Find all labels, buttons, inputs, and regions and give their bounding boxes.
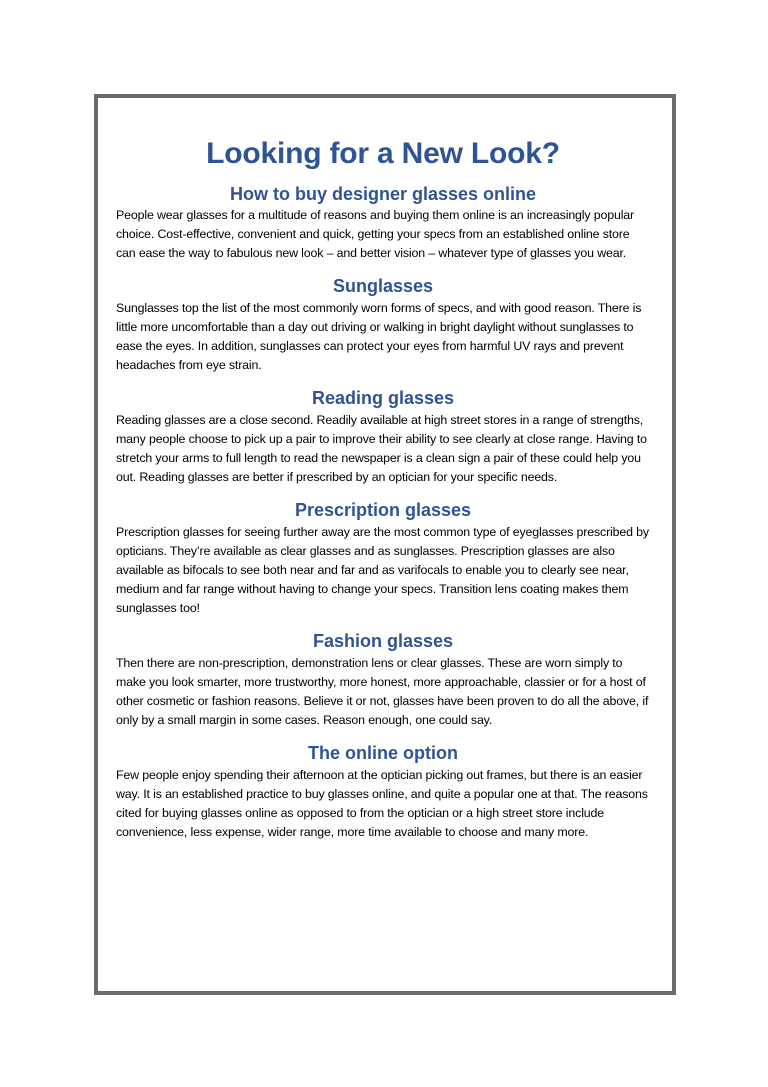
section-reading-glasses: [116, 386, 650, 487]
section-heading: The online option: [308, 743, 458, 763]
section-body: Sunglasses top the list of the most commonly worn forms of specs, and with good reason. There is little more uncomfortable than a day out driving or walking in bright daylight without sunglasses to ease the eyes. In addition, sunglasses can protect your eyes from harmful UV rays and prevent headaches from eye strain.: [116, 301, 642, 372]
section-heading: Sunglasses: [332, 276, 434, 296]
section-heading: Prescription glasses: [294, 500, 472, 520]
section-sunglasses: [116, 274, 650, 375]
section-prescription-glasses: [116, 498, 650, 618]
section-body: Reading glasses are a close second. Readily available at high street stores in a range of strengths, many people choose to pick up a pair to improve their ability to see clearly at close range. Having to stretch your arms to full length to read the newspaper is a clean sign a pair of these could help you out. Reading glasses are better if prescribed by an optician for your specific needs.: [116, 413, 647, 484]
section-fashion-glasses: [116, 629, 650, 730]
document-subtitle: How to buy designer glasses online: [229, 184, 537, 204]
document-content: [116, 134, 650, 842]
document-title: Looking for a New Look?: [206, 137, 560, 170]
section-heading: Reading glasses: [311, 388, 455, 408]
intro-paragraph: People wear glasses for a multitude of reasons and buying them online is an increasingly popular choice. Cost-effective, convenient and quick, getting your specs from an established online store can ease the way to fabulous new look – and better vision – whatever type of glasses you wear.: [116, 208, 635, 260]
section-heading: Fashion glasses: [312, 631, 454, 651]
section-online-option: [116, 741, 650, 842]
section-body: Prescription glasses for seeing further away are the most common type of eyeglasses prescribed by opticians. They’re available as clear glasses and as sunglasses. Prescription glasses are also available as bifocals to see both near and far and as varifocals to enable you to clearly see near, medium and far range without having to change your specs. Transition lens coating makes them sunglasses too!: [116, 525, 649, 615]
section-body: Then there are non-prescription, demonstration lens or clear glasses. These are worn simply to make you look smarter, more trustworthy, more honest, more approachable, classier or for a host of other cosmetic or fashion reasons. Believe it or not, glasses have been proven to do all the above, if only by a small margin in some cases. Reason enough, one could say.: [116, 656, 649, 727]
section-body: Few people enjoy spending their afternoon at the optician picking out frames, but there is an easier way. It is an established practice to buy glasses online, and quite a popular one at that. The reasons cited for buying glasses online as opposed to from the optician or a high street store include convenience, less expense, wider range, more time available to choose and many more.: [116, 768, 648, 839]
